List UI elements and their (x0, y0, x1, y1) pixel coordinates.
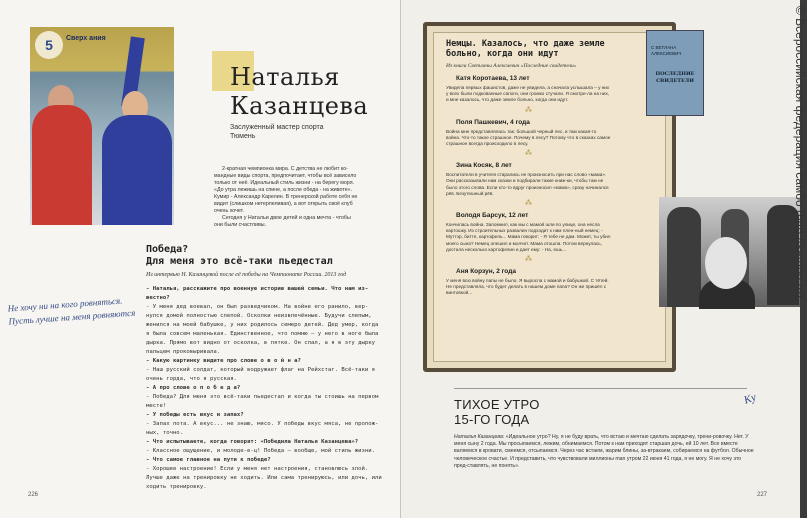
notebook-title: Немцы. Казалось, что даже земле больно, когда они идут (446, 39, 605, 59)
athlete-photo (30, 27, 174, 225)
witness-name: Аня Корзун, 2 года (456, 268, 516, 276)
qa-item (146, 456, 384, 492)
section-title-line-1: ТИХОЕ УТРО (454, 397, 540, 412)
photo-banner-text: Сверх ания (66, 35, 106, 42)
qa-item (146, 357, 384, 384)
testimony-entry (446, 162, 611, 207)
notebook-source: Из книги Светланы Алексиевич «Последние свидетели» (446, 63, 577, 69)
witness-text: Война мне представлялась так: большой черный лес, и там какая-то война. Что-то такое страшное. Почему в лесу? Потому что в сказках самое страшное всегда происходило в лесу. (446, 128, 611, 147)
bio-paragraph-2: Сегодня у Натальи двое детей и одна мечта - чтобы они были счастливы. (214, 215, 351, 228)
qa-item (146, 285, 384, 357)
section-title-line-2: 15-ГО ГОДА (454, 412, 530, 427)
qa-item (146, 384, 384, 411)
witness-text: У меня всю войну папы не было. Я выросла с мамой и бабушкой. С тётей. Не представляла, что будет делать в нашем доме папа? Он же пришёл с винтовкой... (446, 278, 609, 296)
book-cover (646, 30, 704, 116)
name-line-2: Казанцева (230, 92, 369, 120)
referee-figure (32, 105, 92, 225)
notebook-text (446, 39, 611, 297)
testimony-entry (446, 268, 611, 297)
answer: - Хорошее настроение! Если у меня нет настроения, становлюсь злой. Лучше даже на тренировку не ходить. Или сама тренируюсь, или дочь, или ходить тренировку. (146, 466, 382, 490)
section-lead: Наталья Казанцева: (454, 434, 505, 440)
article-source: Из интервью Н. Казанцевой после её победы на Чемпионате России. 2013 год (146, 272, 347, 278)
athlete-bio (214, 166, 359, 229)
section-rule (454, 388, 747, 389)
book-title: ПОСЛЕДНИЕ СВИДЕТЕЛИ (655, 71, 695, 84)
testimony-entry (446, 212, 611, 263)
divider-stars: ⁂ (525, 149, 532, 158)
question: - Какую картинку видите про слове о в о й н а? (146, 358, 301, 364)
book-author: С ВЕТЛАНА АЛЕКСИЕВИЧ (651, 45, 682, 56)
article-title (146, 244, 384, 268)
witness-text: Увидела первых фашистов, даже не увидела, а сначала услышала – у них у всех были подкованные сапоги, они громко стучали. Я смотре-ла на них, и мне казалось, что даже земле больно, когда они идут. (446, 85, 610, 103)
notebook-paper (433, 32, 666, 362)
witness-name: Володя Барсук, 12 лет (456, 212, 529, 220)
vertical-credit (778, 6, 807, 376)
athlete-figure (102, 115, 172, 225)
witness-name: Зина Косяк, 8 лет (456, 162, 512, 170)
athlete-subtitle (230, 123, 324, 141)
answer: - Победа? Для меня это всё-таки пьедестал и когда ты стоишь на первом месте! (146, 394, 379, 409)
answer: - Запах пота. А вкус... не знаю, мясо. У победы вкус мяса, не пропож-ных, точно. (146, 421, 379, 436)
child-face (705, 237, 747, 289)
name-line-1: Наталья (230, 63, 340, 91)
qa-item (146, 438, 384, 456)
question: - Что самое главное на пути к победе? (146, 457, 271, 463)
interview-article (146, 244, 384, 492)
qa-item (146, 411, 384, 438)
question: - Наталья, расскажите про военную историю вашей семьи. Что нам из-вестно? (146, 286, 369, 301)
witness-text: Кончилась война. Запомнил, как мы с мамой шли по улице, она несла картошку. Из строительных развалин подходит к нам плен-ный немец: - Муттэр, битте, картофель... Мама говорит: - Я тебе не дам. Может, ты убил моего сына? Немец опешил и молчит. Мама отошла. Потом вернулась, достала несколько картофелин и дает ему: - На, ешь... (446, 222, 611, 252)
qa-list (146, 285, 384, 492)
credit-text: © Всероссийская федерация самбо (http://sambo.ru) (793, 6, 807, 299)
witness-text: Воспитатели в учителя старались не произносить при нас слово «мама». Они рассказывали нам сказки и подбирали такие книж-ки, чтобы там не было этого слова. Если кто-то вдруг произносил «мама», сразу начинался рёв. Безутешный рёв. (446, 172, 609, 196)
section-title (454, 397, 540, 427)
athlete-title: Заслуженный мастер спорта (230, 124, 324, 131)
soldier-figure (667, 207, 701, 307)
handwritten-mark: Ky (742, 391, 758, 407)
answer: - Классное ощущение, и молоде-е-ц! Победа – вообще, мой стиль жизни. (146, 448, 376, 454)
athlete-city: Тюмень (230, 133, 256, 140)
page-number-right: 227 (757, 492, 768, 498)
right-page (401, 0, 807, 518)
question: - У победы есть вкус и запах? (146, 412, 244, 418)
testimony-entry (446, 119, 611, 158)
testimony-entry (446, 75, 611, 114)
divider-stars: ⁂ (525, 105, 532, 114)
left-page (0, 0, 400, 518)
answer: - У меня дед воевал, он был разведчиком. На войне его ранило, вер-нулся домой полностью слепой. Осколки неизвлечённые. Будучи слепым, женился на моей бабушке, у них родилось семеро детей. Дед умер, когда я была совсем маленькая. Единственное, что помню – у него в ноге была дырка. Прямо вот видно от осколка, в пятке. Он спал, а я в эту дырку пальцем проковыривала. (146, 304, 379, 355)
divider-stars: ⁂ (525, 255, 532, 264)
athlete-name (230, 63, 368, 121)
bio-paragraph-1: 2-кратная чемпионка мира. С детства не любит ко-мандные виды спорта, предпочитает, чтобы всё зависело только от неё. Идеальный стиль жизни - на берегу моря. «До утра лежишь на спине, а после обеда - на животе». Кумир - Александр Карелин. В тренерской работе себя не видит (слишком нетерпеливая), а вот открыть своё клуб очень хочет. (214, 166, 358, 214)
article-title-line-2: Для меня это всё-таки пьедестал (146, 256, 333, 267)
page-number-left: 226 (28, 492, 39, 498)
question: - Что испытываете, когда говорят: «Победила Наталья Казанцева»? (146, 439, 359, 445)
article-title-line-1: Победа? (146, 244, 189, 255)
divider-stars: ⁂ (525, 199, 532, 208)
handwritten-quote: Не хочу ни на кого ровняться. Пусть лучше на меня ровняются (7, 295, 136, 327)
section-text (454, 434, 754, 470)
question: - А про слове о п о б е д а? (146, 385, 241, 391)
testimony-notebook (423, 22, 676, 372)
competition-logo: 5 (35, 31, 63, 59)
answer: - Наш русский солдат, который водружает флаг на Рейхстаг. Всё-таки я очень горда, что я русская. (146, 367, 376, 382)
witness-name: Поля Пашкевич, 4 года (456, 118, 530, 126)
section-body: «Идеальное утро? Ну, я не буду врать, что встаю и мечтаю сделать зарядочку, трени-ровочку. Нет. У меня сыну 2 года. Мы просыпаемся, лежим, обнимаемся. Потом к нам приходит старшая дочь, ей 10 лет. Все вместе валяемся в кровати, смеемся, отсыпаемся. Через час встаем, жарим блины, за-втракаем, собираемся на футбол. Обычное человеческое счастье. И представить, что чувствовали миллионы man утром 22 июня 41 года, я не могу. Я не хочу это пред-ставлять, не понять». (454, 434, 754, 469)
witness-name: Катя Коротаева, 13 лет (456, 75, 530, 82)
